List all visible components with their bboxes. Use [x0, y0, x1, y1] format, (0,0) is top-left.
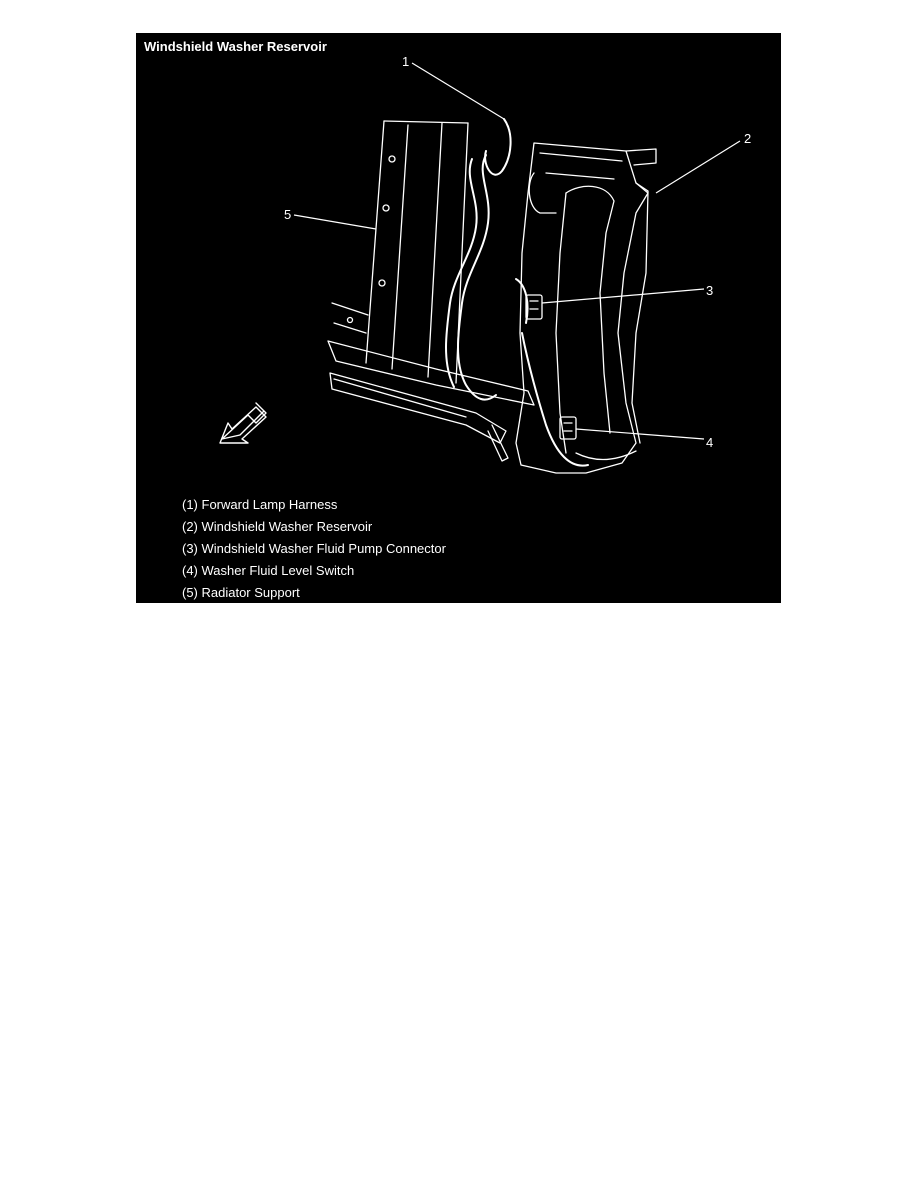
callout-1: 1 — [402, 54, 410, 69]
radiator-support-drawing — [332, 121, 468, 383]
callout-4: 4 — [706, 435, 714, 450]
callout-2: 2 — [744, 131, 752, 146]
washer-reservoir-drawing — [516, 143, 656, 473]
legend-list — [182, 497, 446, 603]
legend-item: (4) Washer Fluid Level Switch — [182, 563, 355, 578]
lower-bracket-drawing — [328, 341, 534, 461]
diagram-figure — [136, 33, 781, 603]
legend-item: (2) Windshield Washer Reservoir — [182, 519, 373, 534]
direction-arrow-icon — [220, 403, 266, 443]
figure-title: Windshield Washer Reservoir — [144, 39, 327, 54]
legend-item: (3) Windshield Washer Fluid Pump Connector — [182, 541, 446, 556]
callout-5: 5 — [284, 207, 292, 222]
legend-item: (1) Forward Lamp Harness — [182, 497, 338, 512]
callout-3: 3 — [706, 283, 714, 298]
lamp-harness-drawing — [446, 119, 588, 466]
legend-item: (5) Radiator Support — [182, 585, 300, 600]
